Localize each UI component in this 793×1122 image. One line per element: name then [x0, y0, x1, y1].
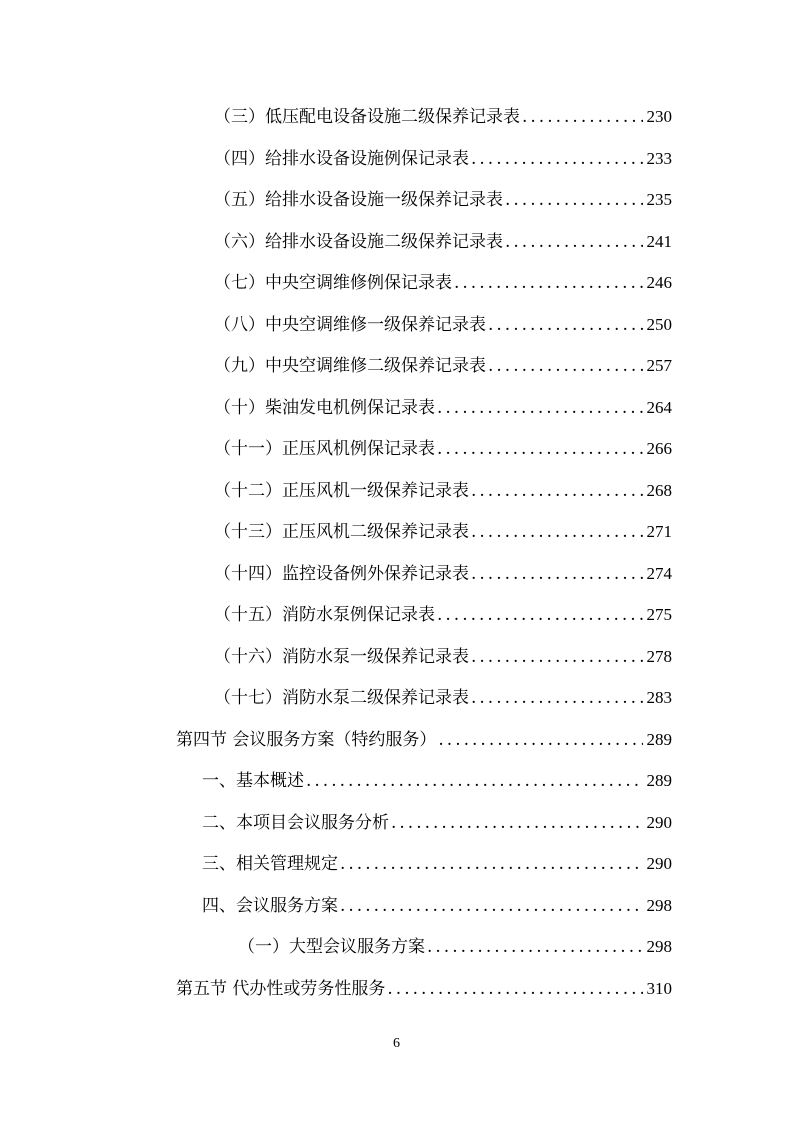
toc-leader-dots [488, 305, 643, 347]
toc-entry-label: 一、基本概述 [202, 771, 304, 791]
toc-entry-label: （四）给排水设备设施例保记录表 [214, 148, 469, 169]
toc-entry[interactable] [214, 96, 672, 138]
toc-entry-page: 298 [646, 895, 672, 915]
toc-entry-page: 278 [646, 646, 672, 666]
toc-entry-label: 第五节 代办性或劳务性服务 [176, 978, 386, 999]
toc-leader-dots [471, 678, 643, 720]
toc-leader-dots [437, 595, 643, 637]
toc-entry-page: 266 [646, 439, 672, 458]
toc-leader-dots [471, 139, 643, 181]
page-number: 6 [393, 1036, 400, 1051]
toc-leader-dots [505, 222, 643, 264]
toc-leader-dots [340, 886, 643, 928]
toc-entry-label: （八）中央空调维修一级保养记录表 [214, 314, 486, 335]
toc-entry-label: （三）低压配电设备设施二级保养记录表 [214, 107, 520, 127]
toc-leader-dots [471, 637, 643, 679]
toc-entry-page: 283 [646, 688, 672, 707]
toc-entry-label: 四、会议服务方案 [202, 895, 338, 916]
toc-entry[interactable] [214, 345, 672, 387]
toc-section-entry[interactable] [176, 968, 672, 1010]
toc-entry-page: 274 [646, 563, 672, 583]
toc-entry-page: 298 [646, 937, 672, 956]
toc-entry-page: 246 [646, 273, 672, 292]
toc-entry-page: 290 [646, 854, 672, 873]
toc-entry-page: 289 [646, 729, 672, 749]
toc-entry-label: 二、本项目会议服务分析 [202, 812, 389, 833]
toc-entry-page: 250 [646, 314, 672, 334]
toc-entry-label: （九）中央空调维修二级保养记录表 [214, 356, 486, 376]
table-of-contents [0, 96, 793, 1009]
toc-leader-dots [522, 97, 643, 139]
toc-leader-dots [471, 554, 643, 596]
toc-leader-dots [427, 927, 643, 969]
toc-entry[interactable] [214, 636, 672, 678]
toc-section-entry[interactable] [176, 719, 672, 761]
toc-leader-dots [437, 429, 643, 471]
toc-entry[interactable] [202, 760, 672, 802]
toc-entry[interactable] [214, 304, 672, 346]
toc-leader-dots [437, 388, 643, 430]
toc-entry-page: 257 [646, 356, 672, 375]
toc-entry-label: （七）中央空调维修例保记录表 [214, 273, 452, 293]
toc-entry-page: 310 [646, 978, 672, 998]
toc-entry-label: 三、相关管理规定 [202, 854, 338, 874]
toc-entry-label: （十五）消防水泵例保记录表 [214, 605, 435, 625]
toc-entry-label: （十六）消防水泵一级保养记录表 [214, 646, 469, 667]
toc-leader-dots [340, 844, 643, 886]
toc-leader-dots [505, 180, 643, 222]
toc-leader-dots [387, 969, 642, 1011]
toc-leader-dots [471, 471, 643, 513]
toc-entry[interactable] [214, 594, 672, 636]
toc-entry-page: 268 [646, 480, 672, 500]
toc-entry-label: （十七）消防水泵二级保养记录表 [214, 688, 469, 708]
toc-entry[interactable] [214, 138, 672, 180]
toc-entry[interactable] [214, 553, 672, 595]
toc-entry-label: （六）给排水设备设施二级保养记录表 [214, 231, 503, 252]
toc-entry-label: （五）给排水设备设施一级保养记录表 [214, 190, 503, 210]
toc-entry-page: 233 [646, 148, 672, 168]
toc-leader-dots [438, 720, 642, 762]
toc-entry[interactable] [214, 387, 672, 429]
toc-entry-page: 271 [646, 522, 672, 541]
toc-entry[interactable] [202, 802, 672, 844]
toc-entry-page: 230 [646, 107, 672, 126]
toc-entry-page: 289 [646, 771, 672, 790]
toc-entry[interactable] [202, 885, 672, 927]
toc-entry-label: （十二）正压风机一级保养记录表 [214, 480, 469, 501]
toc-entry[interactable] [214, 179, 672, 221]
toc-entry-label: （一）大型会议服务方案 [238, 937, 425, 957]
toc-entry-label: （十三）正压风机二级保养记录表 [214, 522, 469, 542]
toc-entry-label: （十）柴油发电机例保记录表 [214, 397, 435, 418]
toc-entry[interactable] [238, 926, 672, 968]
toc-entry-label: （十四）监控设备例外保养记录表 [214, 563, 469, 584]
toc-entry-page: 264 [646, 397, 672, 417]
toc-entry-page: 290 [646, 812, 672, 832]
toc-entry[interactable] [214, 221, 672, 263]
toc-leader-dots [306, 761, 643, 803]
toc-entry[interactable] [214, 677, 672, 719]
toc-entry[interactable] [202, 843, 672, 885]
toc-entry-page: 235 [646, 190, 672, 209]
toc-entry[interactable] [214, 470, 672, 512]
toc-entry-page: 275 [646, 605, 672, 624]
toc-leader-dots [488, 346, 643, 388]
toc-entry[interactable] [214, 428, 672, 470]
toc-entry-page: 241 [646, 231, 672, 251]
toc-leader-dots [391, 803, 643, 845]
toc-entry[interactable] [214, 511, 672, 553]
toc-leader-dots [471, 512, 643, 554]
toc-entry[interactable] [214, 262, 672, 304]
toc-entry-label: 第四节 会议服务方案（特约服务） [176, 729, 437, 750]
toc-entry-label: （十一）正压风机例保记录表 [214, 439, 435, 459]
toc-leader-dots [454, 263, 643, 305]
